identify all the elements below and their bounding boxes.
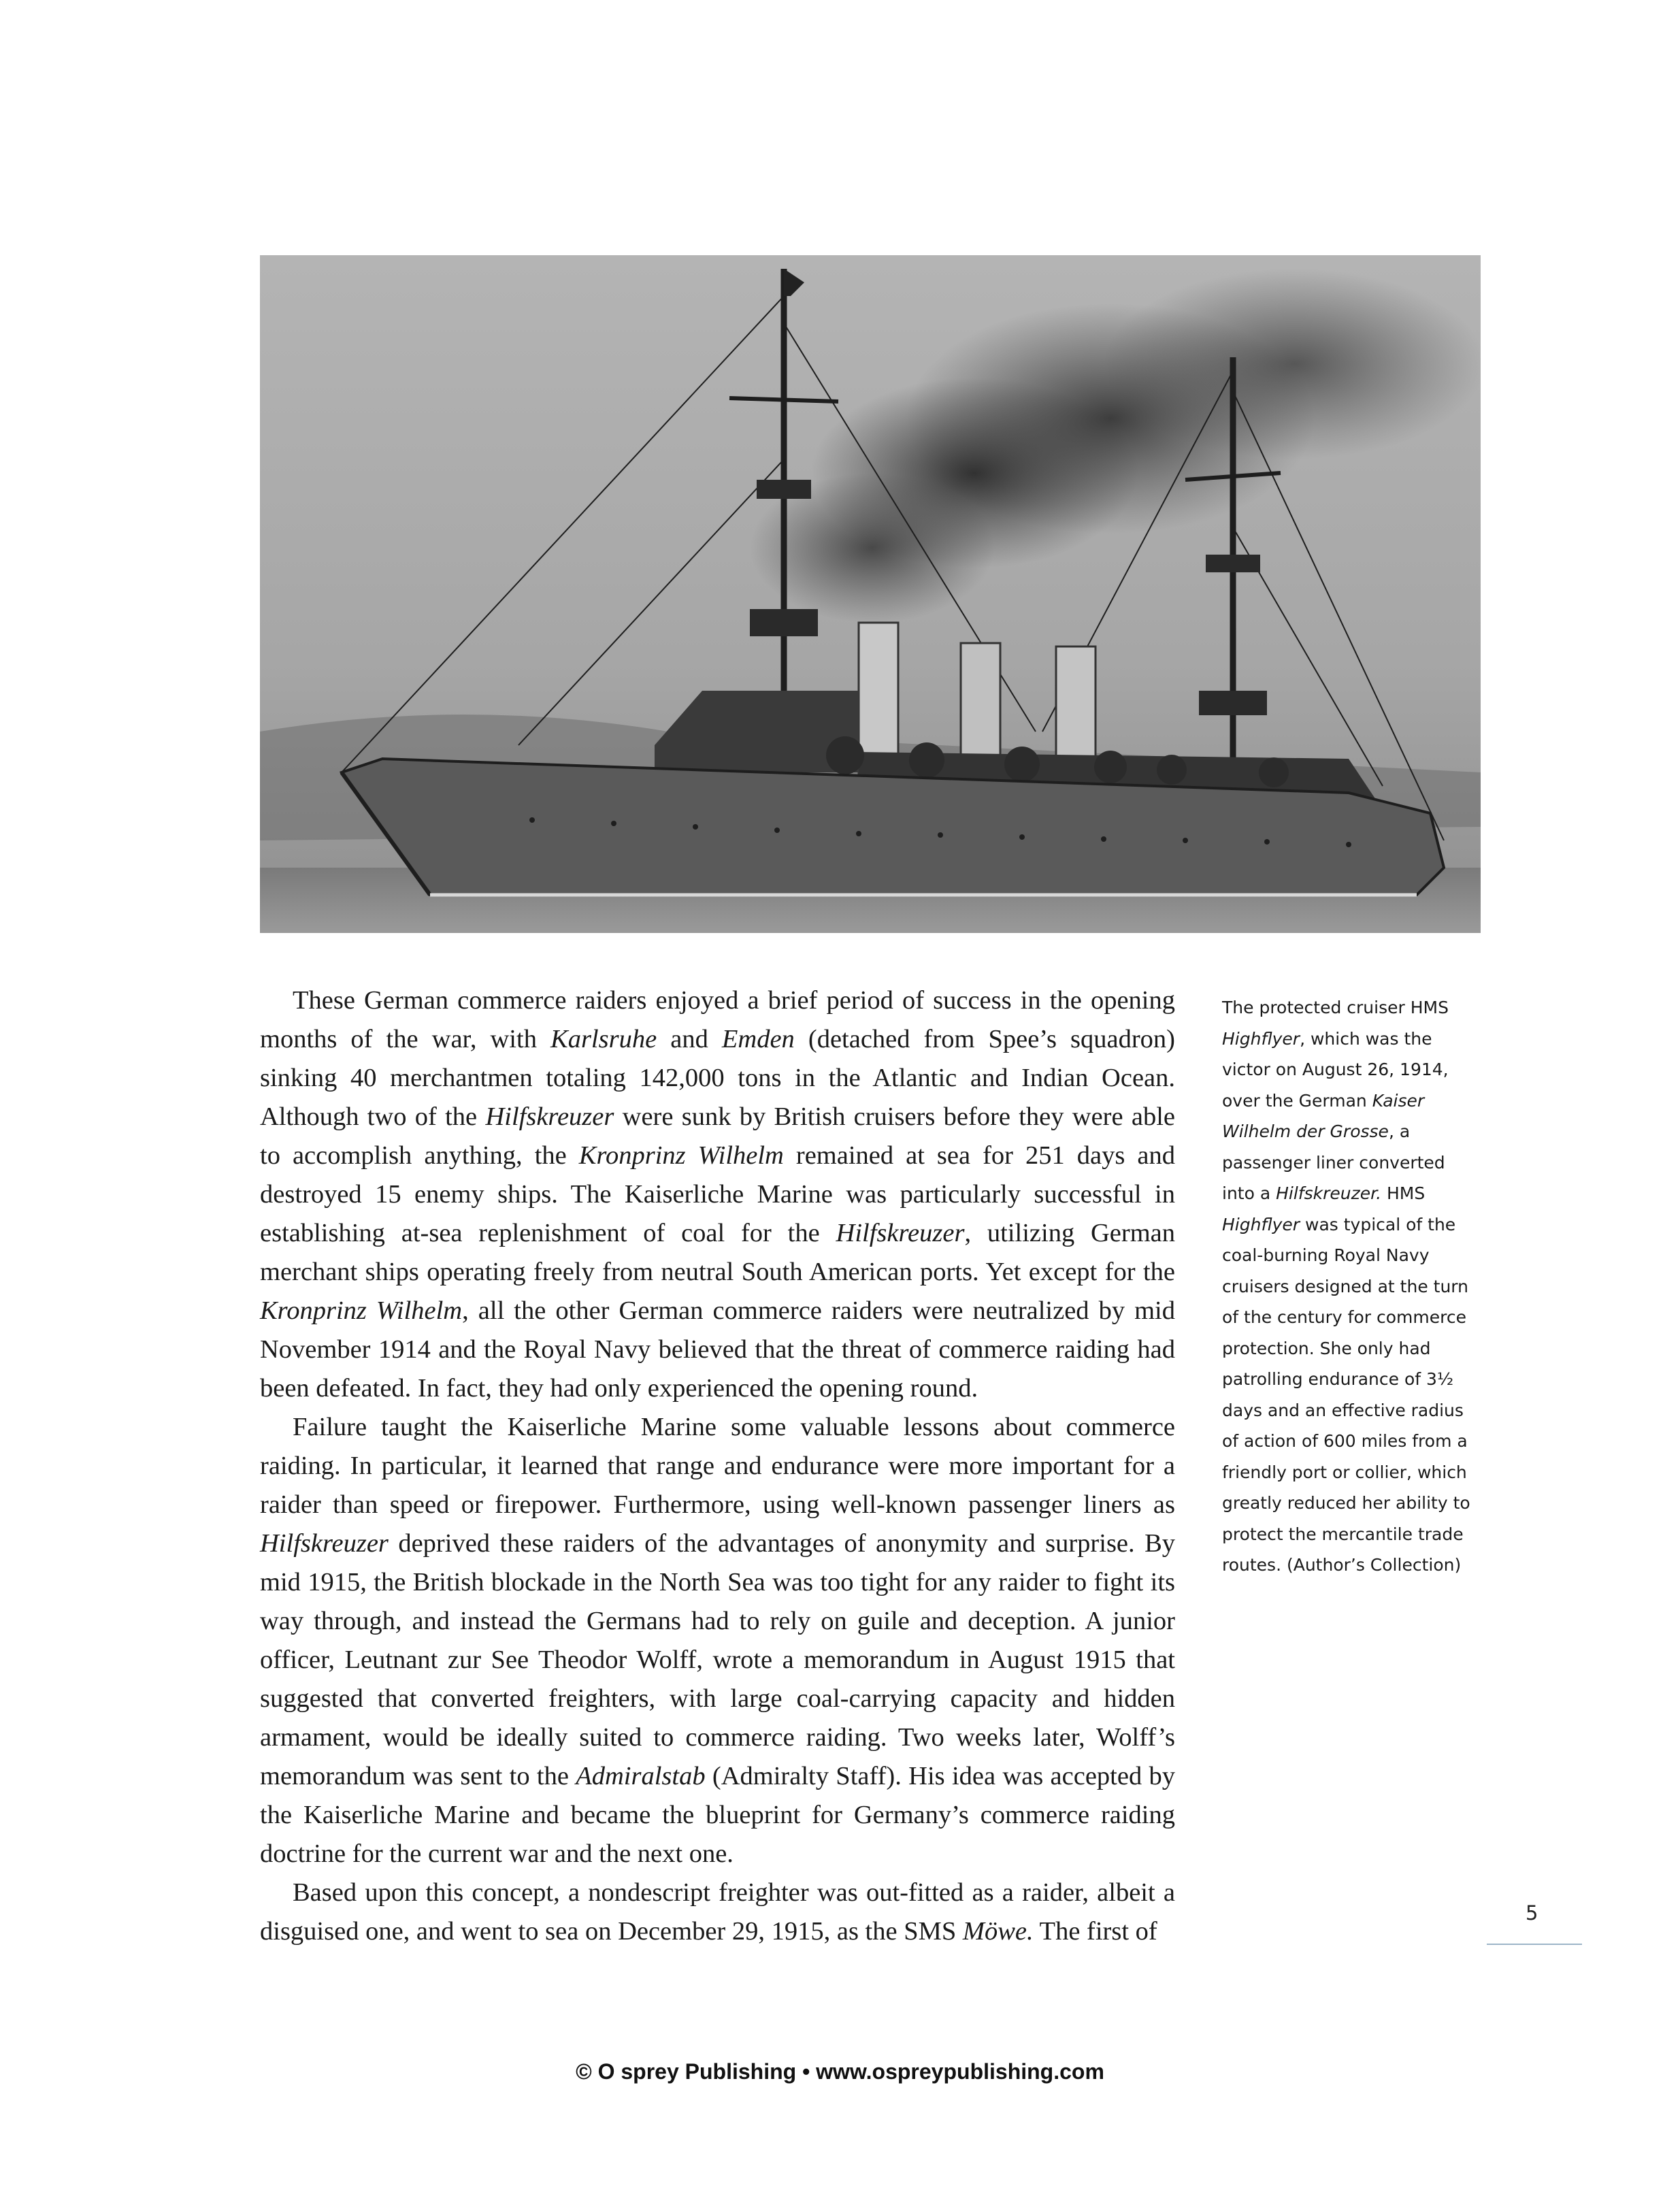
text-run: , which was the victor on August 26, 1914, over the German	[1222, 1028, 1449, 1111]
italic-run: Hilfskreuzer	[836, 1219, 965, 1247]
text-run: was typical of the coal-burning Royal Navy cruisers designed at the turn of the century for commerce protection. She only had patrolling endurance of 3½ days and an effective radius of action of 600 miles from a friendly port or collier, which greatly reduced her ability to protect the mercantile trade routes. (Author’s Collection)	[1222, 1214, 1470, 1575]
text-run: were sunk by British cruisers before they were able to accomplish anything, the	[260, 1102, 1175, 1170]
italic-run: Kaiser Wilhelm der Grosse	[1222, 1090, 1425, 1141]
page-number-rule	[1487, 1944, 1582, 1945]
italic-run: Karlsruhe	[550, 1025, 657, 1053]
text-run: The protected cruiser HMS	[1222, 998, 1449, 1017]
text-run: , a passenger liner converted into a	[1222, 1121, 1445, 1203]
body-text	[260, 981, 1175, 1951]
page-number: 5	[1526, 1901, 1538, 1925]
text-run: , utilizing German merchant ships operating freely from neutral South American ports. Yet except for the	[260, 1219, 1175, 1286]
text-run: HMS	[1381, 1183, 1426, 1203]
italic-run: Admiralstab	[576, 1762, 706, 1790]
italic-run: Hilfskreuzer	[260, 1529, 389, 1558]
text-run: deprived these raiders of the advantages of anonymity and surprise. By mid 1915, the British blockade in the North Sea was too tight for any raider to fight its way through, and instead the Germans had to rely on guile and deception. A junior officer, Leutnant zur See Theodor Wolff, wrote a memorandum in August 1915 that suggested that converted freighters, with large coal-carrying capacity and hidden armament, would be ideally suited to commerce raiding. Two weeks later, Wolff’s memorandum was sent to the	[260, 1529, 1175, 1790]
text-run: (Admiralty Staff). His idea was accepted by the Kaiserliche Marine and became the blueprint for Germany’s commerce raiding doctrine for the current war and the next one.	[260, 1762, 1175, 1868]
italic-run: Hilfskreuzer.	[1276, 1183, 1382, 1203]
paragraph	[260, 1873, 1175, 1951]
text-run: , all the other German commerce raiders were neutralized by mid November 1914 and the Royal Navy believed that the threat of commerce raiding had been defeated. In fact, they had only experienced the opening round.	[260, 1296, 1176, 1403]
paragraph	[260, 1408, 1175, 1873]
caption-text	[1222, 992, 1481, 1581]
text-run: The first of	[1033, 1917, 1157, 1946]
text-run: Based upon this concept, a nondescript freighter was out-fitted as a raider, albeit a disguised one, and went to sea on December 29, 1915, as the SMS	[260, 1878, 1175, 1946]
italic-run: Highflyer	[1222, 1214, 1300, 1234]
footer-publisher: © O sprey Publishing • www.ospreypublishing.com	[576, 2059, 1104, 2084]
italic-run: Hilfskreuzer	[485, 1102, 614, 1131]
italic-run: Highflyer	[1222, 1028, 1300, 1049]
text-run: Failure taught the Kaiserliche Marine some valuable lessons about commerce raiding. In particular, it learned that range and endurance were more important for a raider than speed or firepower. Furthermore, using well-known passenger liners as	[260, 1413, 1175, 1519]
italic-run: Möwe.	[962, 1917, 1034, 1946]
italic-run: Kronprinz Wilhelm	[260, 1296, 463, 1325]
ship-photograph	[260, 255, 1481, 933]
text-run: and	[657, 1025, 722, 1053]
text-run: (detached from Spee’s squadron) sinking 40 merchantmen totaling 142,000 tons in the Atlantic and Indian Ocean. Although two of the	[260, 1025, 1175, 1131]
photo-caption	[1222, 992, 1481, 1581]
text-run: remained at sea for 251 days and destroyed 15 enemy ships. The Kaiserliche Marine was particularly successful in establishing at-sea replenishment of coal for the	[260, 1141, 1175, 1247]
text-run: These German commerce raiders enjoyed a brief period of success in the opening months of the war, with	[260, 986, 1175, 1053]
paragraph	[260, 981, 1175, 1408]
italic-run: Emden	[721, 1025, 795, 1053]
italic-run: Kronprinz Wilhelm	[578, 1141, 784, 1170]
